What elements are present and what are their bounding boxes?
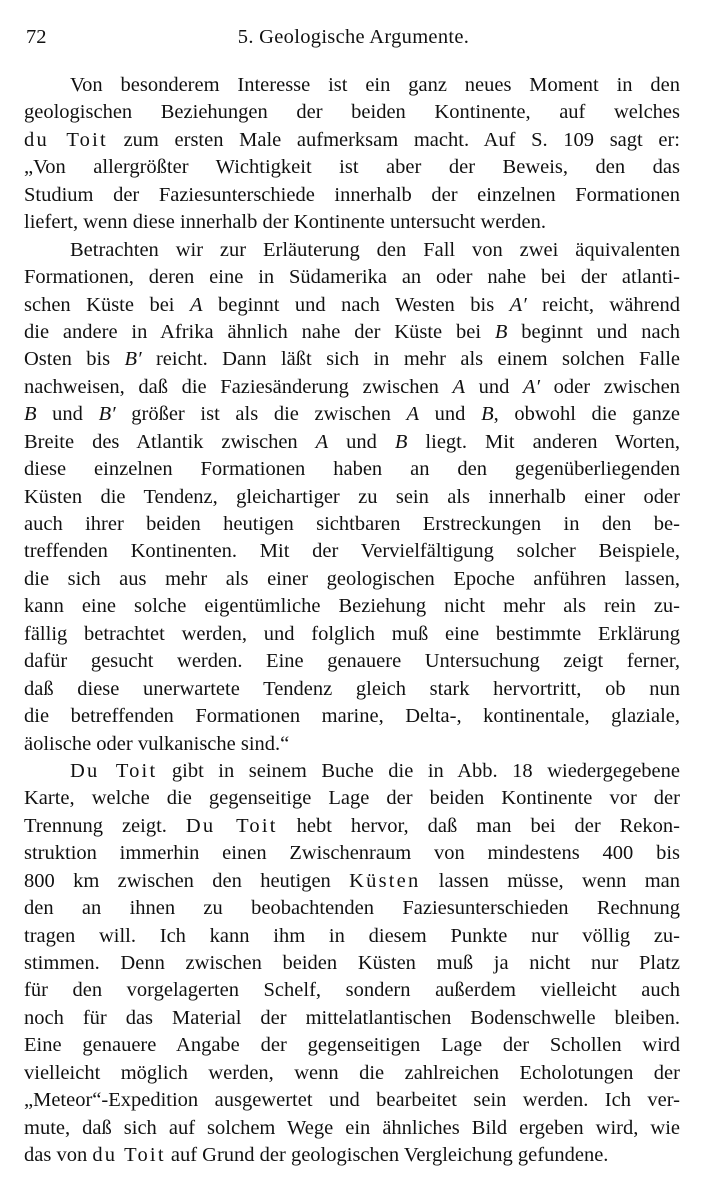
text-segment: die sich aus mehr als einer geologischen Epoche anführen lassen, <box>24 567 680 590</box>
text-line <box>24 950 680 977</box>
text-line <box>24 785 680 812</box>
text-segment: 800 km zwischen den heutigen <box>24 869 350 892</box>
italic-symbol: A <box>189 293 203 316</box>
text-segment: auf Grund der geologischen Vergleichung gefundene. <box>165 1144 609 1167</box>
text-segment: Trennung zeigt. <box>24 814 186 837</box>
text-line <box>24 621 680 648</box>
text-segment: geologischen Beziehungen der beiden Kontinente, auf welches <box>24 101 680 124</box>
text-line <box>24 319 680 346</box>
text-segment: und <box>419 403 482 426</box>
italic-symbol: B <box>394 430 408 453</box>
page-header <box>24 22 683 54</box>
text-segment: Studium der Faziesunterschiede innerhalb der einzelnen Formationen <box>24 183 680 206</box>
text-line <box>24 923 680 950</box>
text-line <box>24 346 680 373</box>
text-segment: und <box>36 403 99 426</box>
author-name: Du Toit <box>185 814 278 837</box>
text-line <box>24 538 680 565</box>
text-segment: größer ist als die zwischen <box>115 403 407 426</box>
text-segment: beginnt und nach Westen bis <box>202 293 510 316</box>
text-segment: lassen müsse, wenn man <box>420 869 680 892</box>
text-segment: dafür gesucht werden. Eine genauere Untersuchung zeigt ferner, <box>24 650 680 673</box>
italic-symbol: B′ <box>124 348 142 371</box>
body-text <box>24 72 680 1170</box>
text-line <box>24 374 680 401</box>
text-line <box>24 292 680 319</box>
text-segment: das von <box>24 1144 93 1167</box>
author-name: du Toit <box>92 1144 166 1167</box>
author-name: du Toit <box>24 128 108 151</box>
text-segment: auch ihrer beiden heutigen sichtbaren Erstreckungen in den be- <box>24 513 680 535</box>
text-segment: , obwohl die ganze <box>493 403 681 426</box>
italic-symbol: A <box>406 403 420 426</box>
text-segment: Karte, welche die gegenseitige Lage der beiden Kontinente vor der <box>24 787 680 810</box>
text-segment: „Von allergrößter Wichtigkeit ist aber der Beweis, den das <box>24 156 680 179</box>
text-segment: Betrachten wir zur Erläuterung den Fall von zwei äquivalenten <box>70 238 680 261</box>
text-line <box>24 1032 680 1059</box>
text-segment: daß diese unerwartete Tendenz gleich stark hervortritt, ob nun <box>24 677 680 700</box>
text-line <box>24 154 680 181</box>
text-segment: struktion immerhin einen Zwischenraum von mindestens 400 bis <box>24 842 680 865</box>
text-line <box>24 895 680 922</box>
text-line <box>24 840 680 867</box>
italic-symbol: B <box>24 403 37 426</box>
text-line <box>24 758 680 785</box>
italic-symbol: A′ <box>509 293 527 316</box>
text-line <box>24 1087 680 1114</box>
text-line <box>24 401 680 428</box>
text-line <box>24 648 680 675</box>
text-segment: die betreffenden Formationen marine, Delta-, kontinentale, glaziale, <box>24 705 680 728</box>
text-segment: und <box>465 375 524 398</box>
text-segment: zum ersten Male aufmerksam macht. Auf S. 109 sagt er: <box>107 128 680 151</box>
text-segment: Osten bis <box>24 348 125 371</box>
text-line <box>24 566 680 593</box>
italic-symbol: B <box>494 320 508 343</box>
text-segment: kann eine solche eigentümliche Beziehung nicht mehr als rein zu- <box>24 595 680 618</box>
text-segment: liefert, wenn diese innerhalb der Kontinente untersucht werden. <box>24 211 546 234</box>
text-segment: reicht. Dann läßt sich in mehr als einem solchen Falle <box>141 348 681 371</box>
text-segment: für den vorgelagerten Schelf, sondern außerdem vielleicht auch <box>24 979 680 1002</box>
text-segment: reicht, während <box>526 293 681 316</box>
text-segment: und <box>328 430 395 453</box>
text-segment: diese einzelnen Formationen haben an den gegenüberliegenden <box>24 458 680 481</box>
text-line <box>24 731 680 758</box>
running-title: 5. Geologische Argumente. <box>237 26 470 48</box>
text-line <box>24 676 680 703</box>
text-segment: Breite des Atlantik zwischen <box>24 430 316 453</box>
text-segment: hebt hervor, daß man bei der Rekon- <box>277 814 680 837</box>
text-line <box>24 209 680 236</box>
author-name: Du Toit <box>70 759 158 782</box>
text-segment: Formationen, deren eine in Südamerika an oder nahe bei der atlanti- <box>24 266 680 289</box>
text-segment: gibt in seinem Buche die in Abb. 18 wiedergegebene <box>157 759 680 782</box>
text-line <box>24 99 680 126</box>
text-segment: tragen will. Ich kann ihm in diesem Punkte nur völlig zu- <box>24 924 680 947</box>
text-segment: die andere in Afrika ähnlich nahe der Küste bei <box>24 320 495 343</box>
text-line <box>24 1005 680 1032</box>
text-segment: mute, daß sich auf solchem Wege ein ähnliches Bild ergeben wird, wie <box>24 1116 680 1139</box>
text-segment: beginnt und nach <box>507 320 680 343</box>
text-line <box>24 1115 680 1142</box>
text-segment: oder zwischen <box>540 375 681 398</box>
text-segment: Küsten die Tendenz, gleichartiger zu sein als innerhalb einer oder <box>24 485 680 508</box>
text-line <box>24 868 680 895</box>
text-line <box>24 1142 680 1169</box>
italic-symbol: A′ <box>523 375 541 398</box>
text-segment: fällig betrachtet werden, und folglich muß eine bestimmte Erklärung <box>24 622 680 645</box>
text-line <box>24 127 680 154</box>
text-line <box>24 182 680 209</box>
text-line <box>24 813 680 840</box>
text-line <box>24 593 680 620</box>
author-name: Küsten <box>349 869 421 892</box>
text-line <box>24 237 680 264</box>
text-segment: vielleicht möglich werden, wenn die zahlreichen Echolotungen der <box>24 1061 680 1084</box>
text-segment: äolische oder vulkanische sind.“ <box>24 732 290 755</box>
italic-symbol: B′ <box>98 403 116 426</box>
text-line <box>24 1060 680 1087</box>
text-segment: stimmen. Denn zwischen beiden Küsten muß ja nicht nur Platz <box>24 952 680 974</box>
text-segment: Von besonderem Interesse ist ein ganz neues Moment in den <box>70 74 680 96</box>
text-segment: noch für das Material der mittelatlantischen Bodenschwelle bleiben. <box>24 1006 680 1029</box>
text-segment: liegt. Mit anderen Worten, <box>407 430 681 453</box>
text-segment: schen Küste bei <box>24 293 190 316</box>
text-segment: treffenden Kontinenten. Mit der Vervielfältigung solcher Beispiele, <box>24 540 680 563</box>
text-line <box>24 456 680 483</box>
text-line <box>24 703 680 730</box>
text-line <box>24 429 680 456</box>
text-line <box>24 264 680 291</box>
text-line <box>24 484 680 511</box>
text-line <box>24 72 680 99</box>
italic-symbol: A <box>315 430 329 453</box>
text-line <box>24 511 680 538</box>
text-line <box>24 977 680 1004</box>
text-segment: den an ihnen zu beobachtenden Faziesunterschieden Rechnung <box>24 897 680 920</box>
text-segment: „Meteor“-Expedition ausgewertet und bearbeitet sein werden. Ich ver- <box>24 1089 680 1112</box>
text-segment: nachweisen, daß die Faziesänderung zwischen <box>24 375 453 398</box>
italic-symbol: B <box>481 403 494 426</box>
text-segment: Eine genauere Angabe der gegenseitigen Lage der Schollen wird <box>24 1034 680 1057</box>
italic-symbol: A <box>452 375 466 398</box>
page-number: 72 <box>26 26 47 48</box>
